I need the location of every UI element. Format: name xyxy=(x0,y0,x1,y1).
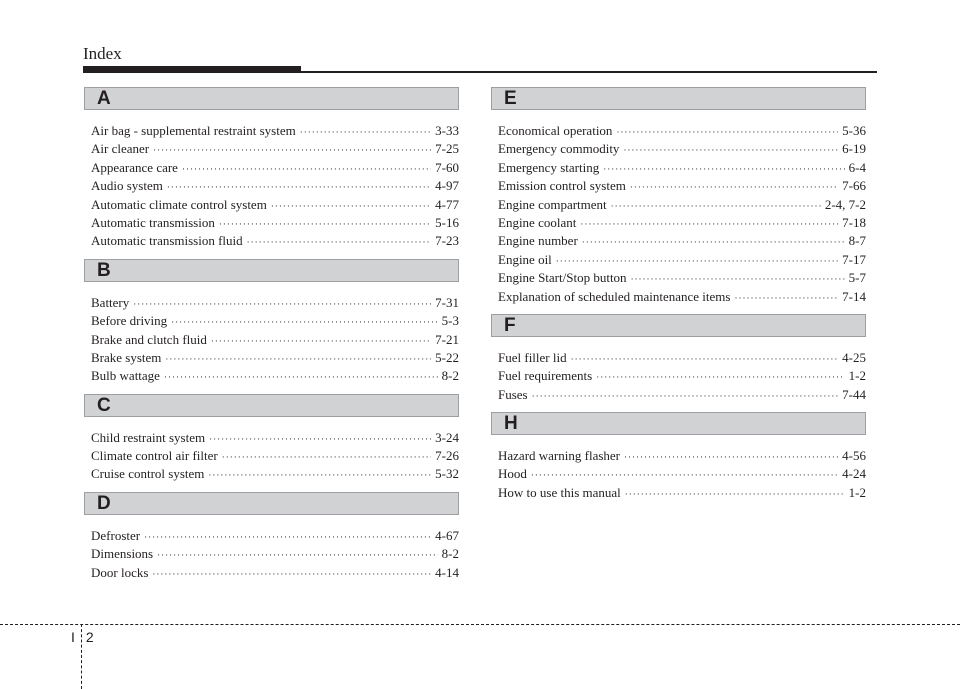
index-entry[interactable] xyxy=(91,447,459,465)
header-rule xyxy=(83,71,877,73)
leader-dots xyxy=(532,387,839,405)
entry-label: Explanation of scheduled maintenance items xyxy=(498,288,731,304)
leader-dots xyxy=(571,350,839,368)
leader-dots xyxy=(133,295,431,313)
entry-page: 7-21 xyxy=(435,331,459,347)
index-entry[interactable] xyxy=(91,527,459,545)
entry-label: Engine compartment xyxy=(498,196,607,212)
section-letter: A xyxy=(97,88,111,109)
entry-page: 7-26 xyxy=(435,448,459,464)
index-entry[interactable] xyxy=(91,196,459,214)
entry-label: Audio system xyxy=(91,178,163,194)
leader-dots xyxy=(271,197,431,215)
section-list-h xyxy=(491,435,866,502)
entry-label: Fuel filler lid xyxy=(498,349,567,365)
leader-dots xyxy=(152,565,431,583)
section-list-b xyxy=(84,282,459,386)
entry-page: 7-31 xyxy=(435,294,459,310)
entry-page: 4-14 xyxy=(435,564,459,580)
entry-label: Air bag - supplemental restraint system xyxy=(91,123,296,138)
leader-dots xyxy=(596,368,844,386)
index-entry[interactable] xyxy=(91,465,459,483)
entry-page: 3-33 xyxy=(435,123,459,138)
entry-label: Air cleaner xyxy=(91,141,150,157)
page-section: I xyxy=(71,629,75,645)
entry-label: Door locks xyxy=(91,564,149,580)
entry-page: 7-17 xyxy=(842,251,866,267)
section-header-d xyxy=(84,492,459,515)
index-entry[interactable] xyxy=(91,140,459,158)
leader-dots xyxy=(157,546,438,564)
entry-page: 8-2 xyxy=(441,546,459,562)
index-entry[interactable] xyxy=(91,545,459,563)
index-entry[interactable] xyxy=(498,232,866,250)
entry-page: 5-16 xyxy=(435,214,459,230)
leader-dots xyxy=(531,466,838,484)
leader-dots xyxy=(630,178,838,196)
entry-page: 7-25 xyxy=(435,141,459,157)
entry-page: 4-25 xyxy=(842,349,866,365)
entry-label: Child restraint system xyxy=(91,429,206,445)
section-letter: D xyxy=(97,492,111,514)
section-header-a xyxy=(84,87,459,110)
entry-label: Before driving xyxy=(91,313,168,329)
leader-dots xyxy=(182,160,431,178)
leader-dots xyxy=(611,197,821,215)
entry-page: 6-19 xyxy=(842,141,866,157)
entry-label: Hazard warning flasher xyxy=(498,448,620,464)
index-entry[interactable] xyxy=(91,349,459,367)
entry-label: How to use this manual xyxy=(498,484,621,500)
index-entry[interactable] xyxy=(498,122,866,140)
entry-label: Cruise control system xyxy=(91,466,205,482)
page-num: 2 xyxy=(85,629,94,645)
index-entry[interactable] xyxy=(498,159,866,177)
entry-label: Engine Start/Stop button xyxy=(498,270,627,286)
entry-page: 1-2 xyxy=(848,484,866,500)
index-entry[interactable] xyxy=(91,429,459,447)
entry-page: 6-4 xyxy=(848,159,866,175)
index-entry[interactable] xyxy=(91,232,459,250)
section-header-h xyxy=(491,412,866,435)
entry-label: Engine oil xyxy=(498,251,552,267)
entry-label: Battery xyxy=(91,294,130,310)
entry-page: 5-3 xyxy=(441,313,459,329)
page-title: Index xyxy=(83,44,122,63)
entry-label: Emergency commodity xyxy=(498,141,620,157)
entry-label: Fuses xyxy=(498,386,528,402)
index-entry[interactable] xyxy=(91,122,459,140)
index-entry[interactable] xyxy=(498,214,866,232)
section-letter: F xyxy=(504,314,516,336)
entry-label: Climate control air filter xyxy=(91,448,218,464)
index-entry[interactable] xyxy=(498,251,866,269)
section-letter: B xyxy=(97,259,111,281)
index-entry[interactable] xyxy=(91,177,459,195)
leader-dots xyxy=(247,233,432,251)
leader-dots xyxy=(164,368,438,386)
index-entry[interactable] xyxy=(498,484,866,502)
leader-dots xyxy=(631,270,845,288)
section-list-a xyxy=(84,110,459,251)
leader-dots xyxy=(144,528,431,546)
leader-dots xyxy=(734,289,838,307)
index-entry[interactable] xyxy=(91,564,459,582)
section-header-b xyxy=(84,259,459,282)
entry-page: 8-2 xyxy=(441,368,459,384)
entry-label: Fuel requirements xyxy=(498,368,593,384)
section-list-f xyxy=(491,337,866,404)
index-column-left xyxy=(84,87,459,582)
index-entry[interactable] xyxy=(91,294,459,312)
entry-label: Automatic climate control system xyxy=(91,196,267,212)
entry-label: Economical operation xyxy=(498,123,613,138)
leader-dots xyxy=(165,350,431,368)
index-entry[interactable] xyxy=(498,465,866,483)
entry-page: 3-24 xyxy=(435,429,459,445)
index-entry[interactable] xyxy=(91,312,459,330)
entry-page: 1-2 xyxy=(848,368,866,384)
entry-page: 4-24 xyxy=(842,466,866,482)
section-list-d xyxy=(84,515,459,582)
entry-label: Brake system xyxy=(91,349,162,365)
leader-dots xyxy=(616,123,838,141)
leader-dots xyxy=(623,141,838,159)
section-list-e xyxy=(491,110,866,306)
section-letter: E xyxy=(504,88,517,109)
index-entry[interactable] xyxy=(498,367,866,385)
index-entry[interactable] xyxy=(498,177,866,195)
entry-page: 8-7 xyxy=(848,233,866,249)
entry-label: Automatic transmission xyxy=(91,214,215,230)
entry-page: 7-23 xyxy=(435,233,459,249)
entry-label: Automatic transmission fluid xyxy=(91,233,243,249)
entry-page: 4-97 xyxy=(435,178,459,194)
entry-label: Engine coolant xyxy=(498,214,577,230)
index-entry[interactable] xyxy=(498,269,866,287)
index-entry[interactable] xyxy=(91,367,459,385)
leader-dots xyxy=(300,123,431,141)
entry-page: 5-32 xyxy=(435,466,459,482)
section-letter: C xyxy=(97,394,111,416)
entry-page: 4-56 xyxy=(842,448,866,464)
section-header-f xyxy=(491,314,866,337)
section-header-c xyxy=(84,394,459,417)
leader-dots xyxy=(211,332,431,350)
entry-page: 7-18 xyxy=(842,214,866,230)
leader-dots xyxy=(209,430,431,448)
entry-label: Emergency starting xyxy=(498,159,600,175)
index-entry[interactable] xyxy=(498,196,866,214)
leader-dots xyxy=(167,178,431,196)
leader-dots xyxy=(625,485,845,503)
leader-dots xyxy=(171,313,437,331)
leader-dots xyxy=(624,448,838,466)
index-column-right xyxy=(491,87,866,502)
entry-label: Appearance care xyxy=(91,159,178,175)
index-entry[interactable] xyxy=(91,159,459,177)
entry-page: 7-66 xyxy=(842,178,866,194)
entry-page: 2-4, 7-2 xyxy=(824,196,866,212)
leader-dots xyxy=(208,466,431,484)
entry-label: Hood xyxy=(498,466,527,482)
entry-page: 5-22 xyxy=(435,349,459,365)
leader-dots xyxy=(219,215,431,233)
entry-page: 4-67 xyxy=(435,527,459,543)
index-entry[interactable] xyxy=(498,349,866,367)
leader-dots xyxy=(153,141,431,159)
footer-rule xyxy=(0,624,960,625)
index-entry[interactable] xyxy=(91,214,459,232)
leader-dots xyxy=(556,252,838,270)
section-header-e xyxy=(491,87,866,110)
entry-label: Defroster xyxy=(91,527,141,543)
entry-page: 7-14 xyxy=(842,288,866,304)
index-entry[interactable] xyxy=(498,386,866,404)
entry-label: Engine number xyxy=(498,233,578,249)
section-list-c xyxy=(84,417,459,484)
entry-page: 5-36 xyxy=(842,123,866,138)
index-entry[interactable] xyxy=(498,447,866,465)
index-entry[interactable] xyxy=(498,140,866,158)
page-number xyxy=(71,629,94,645)
index-entry[interactable] xyxy=(498,288,866,306)
index-entry[interactable] xyxy=(91,331,459,349)
entry-label: Emission control system xyxy=(498,178,626,194)
entry-label: Bulb wattage xyxy=(91,368,160,384)
entry-page: 5-7 xyxy=(848,270,866,286)
entry-label: Brake and clutch fluid xyxy=(91,331,207,347)
leader-dots xyxy=(580,215,838,233)
entry-page: 4-77 xyxy=(435,196,459,212)
leader-dots xyxy=(603,160,844,178)
leader-dots xyxy=(222,448,431,466)
entry-label: Dimensions xyxy=(91,546,154,562)
leader-dots xyxy=(582,233,845,251)
section-letter: H xyxy=(504,413,518,435)
entry-page: 7-44 xyxy=(842,386,866,402)
entry-page: 7-60 xyxy=(435,159,459,175)
